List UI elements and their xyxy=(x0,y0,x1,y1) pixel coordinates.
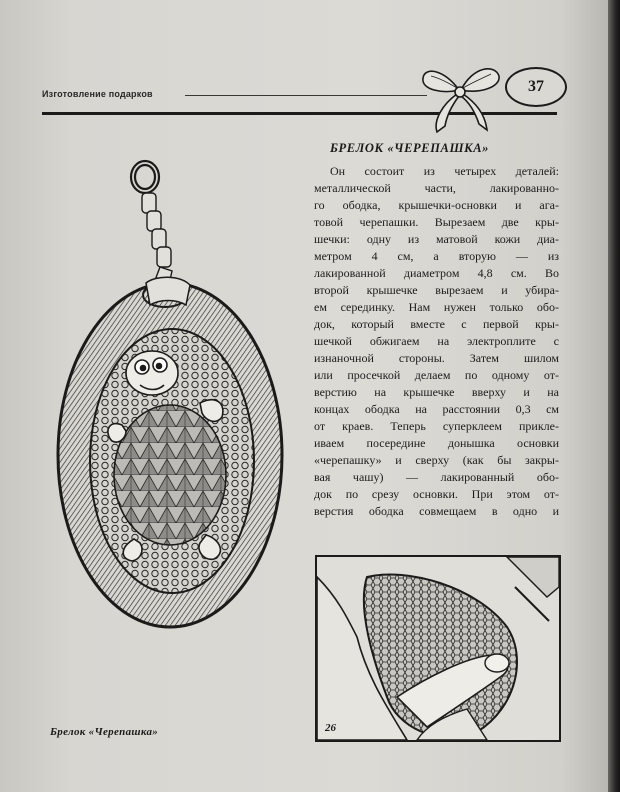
body-line: товой черепашки. Вырезаем две кры- xyxy=(314,215,559,229)
body-line: или просечкой делаем по одному от- xyxy=(314,368,559,382)
running-head: Изготовление подарков xyxy=(42,89,153,99)
body-line: вая чашу) — лакированный обо- xyxy=(314,470,559,484)
body-line: второй крышечке вырезаем и убира- xyxy=(314,283,559,297)
body-line: верстию на крышечке вверху и на xyxy=(314,385,559,399)
ribbon-bow-ornament xyxy=(415,52,505,137)
key-ring xyxy=(131,161,159,193)
hand-gluing-illustration xyxy=(317,557,559,740)
header-rule-thin xyxy=(185,95,427,96)
figure-26 xyxy=(315,555,561,742)
body-line: концах ободка на расстоянии 0,3 см xyxy=(314,402,559,416)
body-line: шечкой обжигаем на электроплите с xyxy=(314,334,559,348)
illustration-caption: Брелок «Черепашка» xyxy=(50,726,159,738)
body-line: ем серединку. Нам нужен только обо- xyxy=(314,300,559,314)
body-line: го ободка, крышечки-основки и ага- xyxy=(314,198,559,212)
body-line: док по срезу основки. При этом от- xyxy=(314,487,559,501)
turtle-keychain-illustration xyxy=(50,155,300,635)
body-line: металлической части, лакированно- xyxy=(314,181,559,195)
body-line: иваем посередине донышка основки xyxy=(314,436,559,450)
body-line: Он состоит из четырех деталей: xyxy=(330,164,559,178)
body-line: док, который вместе с первой кры- xyxy=(314,317,559,331)
body-line: «черепашку» и сверху (как бы закры- xyxy=(314,453,559,467)
page-number: 37 xyxy=(505,67,567,107)
body-line: изнаночной стороны. Затем шилом xyxy=(314,351,559,365)
body-line: метром 4 см, а вторую — из xyxy=(314,249,559,263)
body-line: лакированной диаметром 4,8 см. Во xyxy=(314,266,559,280)
book-spine-shadow xyxy=(608,0,620,792)
body-line: верстия ободка совмещаем в одно и xyxy=(314,504,559,518)
body-line: от краев. Теперь суперклеем прикле- xyxy=(314,419,559,433)
figure-number: 26 xyxy=(325,722,336,734)
article-title: БРЕЛОК «ЧЕРЕПАШКА» xyxy=(330,141,490,155)
body-line: шечки: одну из матовой кожи диа- xyxy=(314,232,559,246)
